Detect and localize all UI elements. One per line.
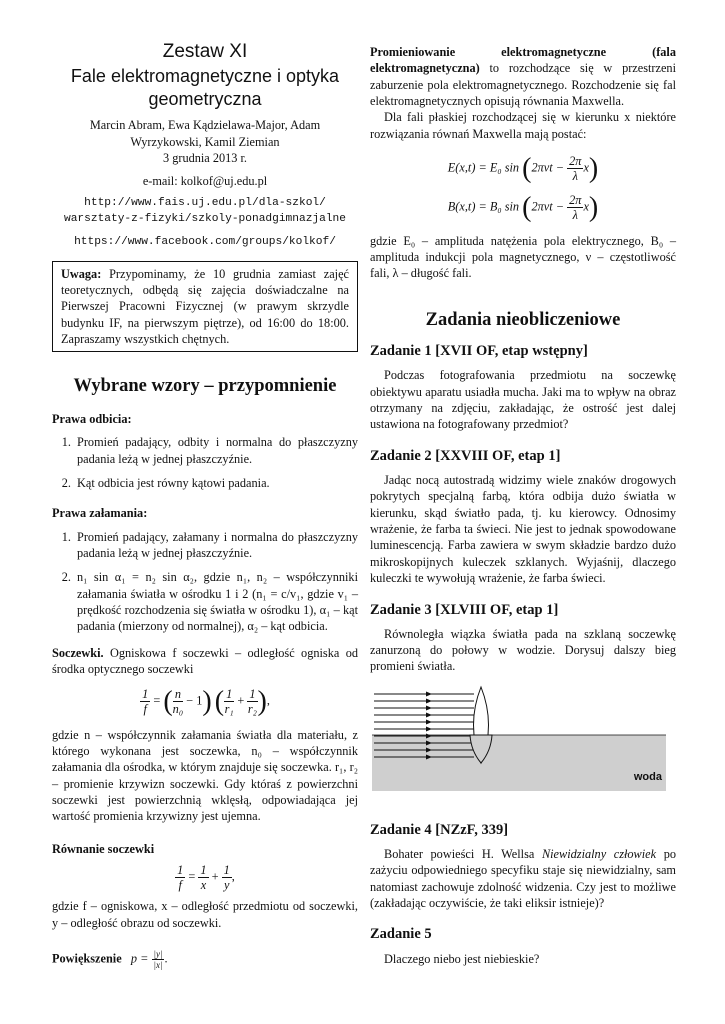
task-4-text-after: po zażyciu odpowiedniego specyfiku staje się niewidzialny, sam natomiast zachowuje zdolność widzenia. Czy jest to możliwe (zakładając oczywiście, że taki eliksir istnieje)? xyxy=(370,847,677,911)
lens-equation-explanation: gdzie f – ogniskowa, x – odległość przedmiotu od soczewki, y – odległość obrazu od soczewki. xyxy=(52,899,358,930)
task-3-text: Równoległa wiązka światła pada na szklaną soczewkę zanurzoną do połowy w wodzie. Dorysuj dalszy bieg promieni światła. xyxy=(370,626,676,674)
le-lhs-num: 1 xyxy=(177,862,184,877)
authors-line-2: Wyrzykowski, Kamil Ziemian xyxy=(130,134,280,149)
water-label: woda xyxy=(633,771,662,784)
magnification xyxy=(52,949,358,971)
le-x-num: 1 xyxy=(200,862,207,877)
task-4-text xyxy=(370,846,676,911)
facebook-link[interactable]: https://www.facebook.com/groups/kolkof/ xyxy=(74,236,336,249)
task-4-book-title: Niewidzialny człowiek xyxy=(541,847,657,862)
task-4-text-before: Bohater powieści H. Wellsa xyxy=(384,847,535,862)
eq-r1-den: r₁ xyxy=(224,702,234,717)
le-tail: , xyxy=(231,869,235,884)
task-5-title: Zadanie 5 xyxy=(370,926,432,943)
date: 3 grudnia 2013 r. xyxy=(162,151,248,166)
lens-water-diagram xyxy=(370,685,666,791)
task-2-text: Jadąc nocą autostradą widzimy wiele znaków drogowych pokrytych specjalną farbą, która odbija dużo światła w kierunku, skąd światło pada, tj. ku kierowcy. Odnosimy wrażenie, że farba ta świeci. Nie jest to jednak spowodowane luminescencją. Farba zawiera w swym składzie bardzo dużo mikroskopijnych kuleczek szklanych. Wyjaśnij, dlaczego kuleczki te wywołują wrażenie, że farba świeci. xyxy=(370,473,676,586)
task-1-title: Zadanie 1 [XVII OF, etap wstępny] xyxy=(370,343,588,360)
em-explanation: gdzie E₀ – amplituda natężenia pola elektrycznego, B₀ – amplituda indukcji pola magnetycznego, ν – częstotliwość fali, λ – długość fali. xyxy=(370,233,676,281)
eqE-inner: 2πνt − xyxy=(531,160,565,175)
notice-text: Przypominamy, że 10 grudnia zamiast zajęć teoretycznych, odbędą się zajęcia doświadczalne na Pierwszej Pracowni Fizycznej (w prawym skrzydle budynku IF, na pierwszym piętrze), od 16:00 do 18:00. Zapraszamy wszystkich chętnych. xyxy=(61,266,349,346)
magnification-tail: . xyxy=(164,951,168,966)
lenses-paragraph xyxy=(52,645,358,678)
title-line-1: Zestaw XI xyxy=(162,41,248,62)
le-y-den: y xyxy=(223,878,230,893)
refraction-list xyxy=(52,529,358,635)
eq-tail: , xyxy=(266,693,270,708)
list-item: 1. Promień padający, załamany i normalna do płaszczyzny padania leżą w jednej płaszczyźnie. xyxy=(74,529,358,562)
le-lhs-den: f xyxy=(178,878,182,893)
equation-B: B(x,t) = B₀ sin (2πνt − $\frac{2\pi}{\lambda}$ x) xyxy=(447,192,599,224)
eq-r1-num: 1 xyxy=(226,687,233,702)
list-item: 1. Promień padający, odbity i normalna do płaszczyzny padania leżą w jednej płaszczyźnie. xyxy=(74,434,358,467)
eq-minus-one: − 1 xyxy=(186,693,203,708)
eqE-frac-num: 2π xyxy=(569,154,582,169)
eq-n-num: n xyxy=(173,687,183,702)
eqB-inner: 2πνt − xyxy=(531,199,565,214)
website-link-line-2[interactable]: warsztaty-z-fizyki/szkoly-ponadgimnazjalne xyxy=(64,213,346,226)
eqB-var: x xyxy=(583,199,589,214)
em-text-2: Dla fali płaskiej rozchodzącej się w kierunku x niektóre rozwiązania równań Maxwella mają postać: xyxy=(370,110,676,141)
eqE-var: x xyxy=(583,160,589,175)
le-eq-sign: = xyxy=(188,869,196,884)
task-1-text: Podczas fotografowania przedmiotu na soczewkę obiektywu aparatu usiadła mucha. Jaki ma to wpływ na obraz otrzymany na zdjęciu, zakładając, że ostrość jest dalej ustawiona na fotografowany przedmiot? xyxy=(370,368,676,432)
email: e-mail: kolkof@uj.edu.pl xyxy=(142,173,268,188)
eq-lhs-num: 1 xyxy=(142,687,149,702)
le-y-num: 1 xyxy=(223,862,230,877)
task-3-title: Zadanie 3 [XLVIII OF, etap 1] xyxy=(370,601,559,618)
notice-label: Uwaga: xyxy=(61,266,102,281)
lens-equation-heading: Równanie soczewki xyxy=(52,841,155,856)
eq-n-den: n₀ xyxy=(172,702,184,717)
page-title xyxy=(52,40,358,111)
notice-box xyxy=(52,261,358,353)
authors xyxy=(52,117,358,166)
task-5-text: Dlaczego niebo jest niebieskie? xyxy=(384,951,540,966)
right-column xyxy=(370,44,676,967)
eqB-lhs: B(x,t) = B₀ sin xyxy=(447,199,520,214)
lenses-intro: Ogniskowa f soczewki – odległość ogniska od środka optycznego soczewki xyxy=(52,645,358,676)
em-label: Promieniowanie elektromagnetyczne (fala elektromagnetyczna) xyxy=(370,45,676,76)
tasks-heading: Zadania nieobliczeniowe xyxy=(425,309,621,330)
reflection-heading: Prawa odbicia: xyxy=(52,411,132,426)
em-text-1: to rozchodzące się w przestrzeni zaburzenie pola elektromagnetycznego. Rozchodzenie się fal elektromagnetycznych opisują równania Maxwella. xyxy=(370,61,677,109)
eq-lhs-den: f xyxy=(143,702,147,717)
refraction-heading: Prawa załamania: xyxy=(52,506,148,521)
left-column xyxy=(52,40,358,971)
eqE-lhs: E(x,t) = E₀ sin xyxy=(447,160,520,175)
lenses-label: Soczewki. xyxy=(52,645,104,660)
task-4-title: Zadanie 4 [NZzF, 339] xyxy=(370,821,509,838)
title-line-2: Fale elektromagnetyczne i optyka xyxy=(70,65,340,86)
website-link[interactable] xyxy=(52,195,358,227)
eq-sign: = xyxy=(153,693,161,708)
magnification-den: |x| xyxy=(153,960,163,971)
eqE-frac-den: λ xyxy=(572,169,578,184)
eqB-frac-den: λ xyxy=(572,208,578,223)
lens-equation xyxy=(52,863,358,892)
magnification-num: |y| xyxy=(153,948,163,959)
equation-E: E(x,t) = E₀ sin (2πνt − $\frac{2\pi}{\lambda}$ x) xyxy=(447,153,599,185)
le-plus: + xyxy=(211,869,219,884)
list-item: 2. Kąt odbicia jest równy kątowi padania. xyxy=(74,475,358,491)
task-2-title: Zadanie 2 [XXVIII OF, etap 1] xyxy=(370,447,561,464)
lens-water-figure xyxy=(370,685,666,791)
magnification-lhs: p = xyxy=(130,951,149,966)
title-line-3: geometryczna xyxy=(148,89,262,110)
eqB-frac-num: 2π xyxy=(569,193,582,208)
list-item: 2. n₁ sin α₁ = n₂ sin α₂, gdzie n₁, n₂ – współczynniki załamania światła w ośrodku 1 i 2 (n₁ = c/v₁, gdzie v₁ – prędkość rozchodzenia się światła w ośrodku 1), α₁ – kąt padania (mierzony od normalnej), α₂ – kąt odbicia. xyxy=(74,569,358,634)
eq-r2-num: 1 xyxy=(249,687,256,702)
formulas-heading: Wybrane wzory – przypomnienie xyxy=(73,376,337,397)
em-paragraph xyxy=(370,44,676,109)
eq-r2-den: r₂ xyxy=(247,702,257,717)
authors-line-1: Marcin Abram, Ewa Kądzielawa-Major, Adam xyxy=(89,118,321,133)
le-x-den: x xyxy=(200,878,207,893)
reflection-list xyxy=(52,434,358,491)
lens-maker-equation: $\frac{1}{f}$ = ( $\frac{n}{\text{n₀}}$ − 1) ( $\frac{1}{\text{r₁}}$ + $\frac{1}{\text{r₂}}$ ), xyxy=(142,686,270,718)
lenses-explanation: gdzie n – współczynnik załamania światła dla materiału, z którego wykonana jest soczewka, n₀ – współczynnik załamania dla ośrodka, w którym znajduje się soczewka. r₁, r₂ – promienie krzywizn soczewki. Gdy któraś z powierzchni soczewki jest powierzchnią wklęsłą, odpowiadająca jej wartość promienia krzywizny jest ujemna. xyxy=(52,727,358,824)
eq-plus: + xyxy=(237,693,245,708)
magnification-label: Powiększenie xyxy=(52,951,122,966)
website-link-line-1[interactable]: http://www.fais.uj.edu.pl/dla-szkol/ xyxy=(84,196,326,209)
